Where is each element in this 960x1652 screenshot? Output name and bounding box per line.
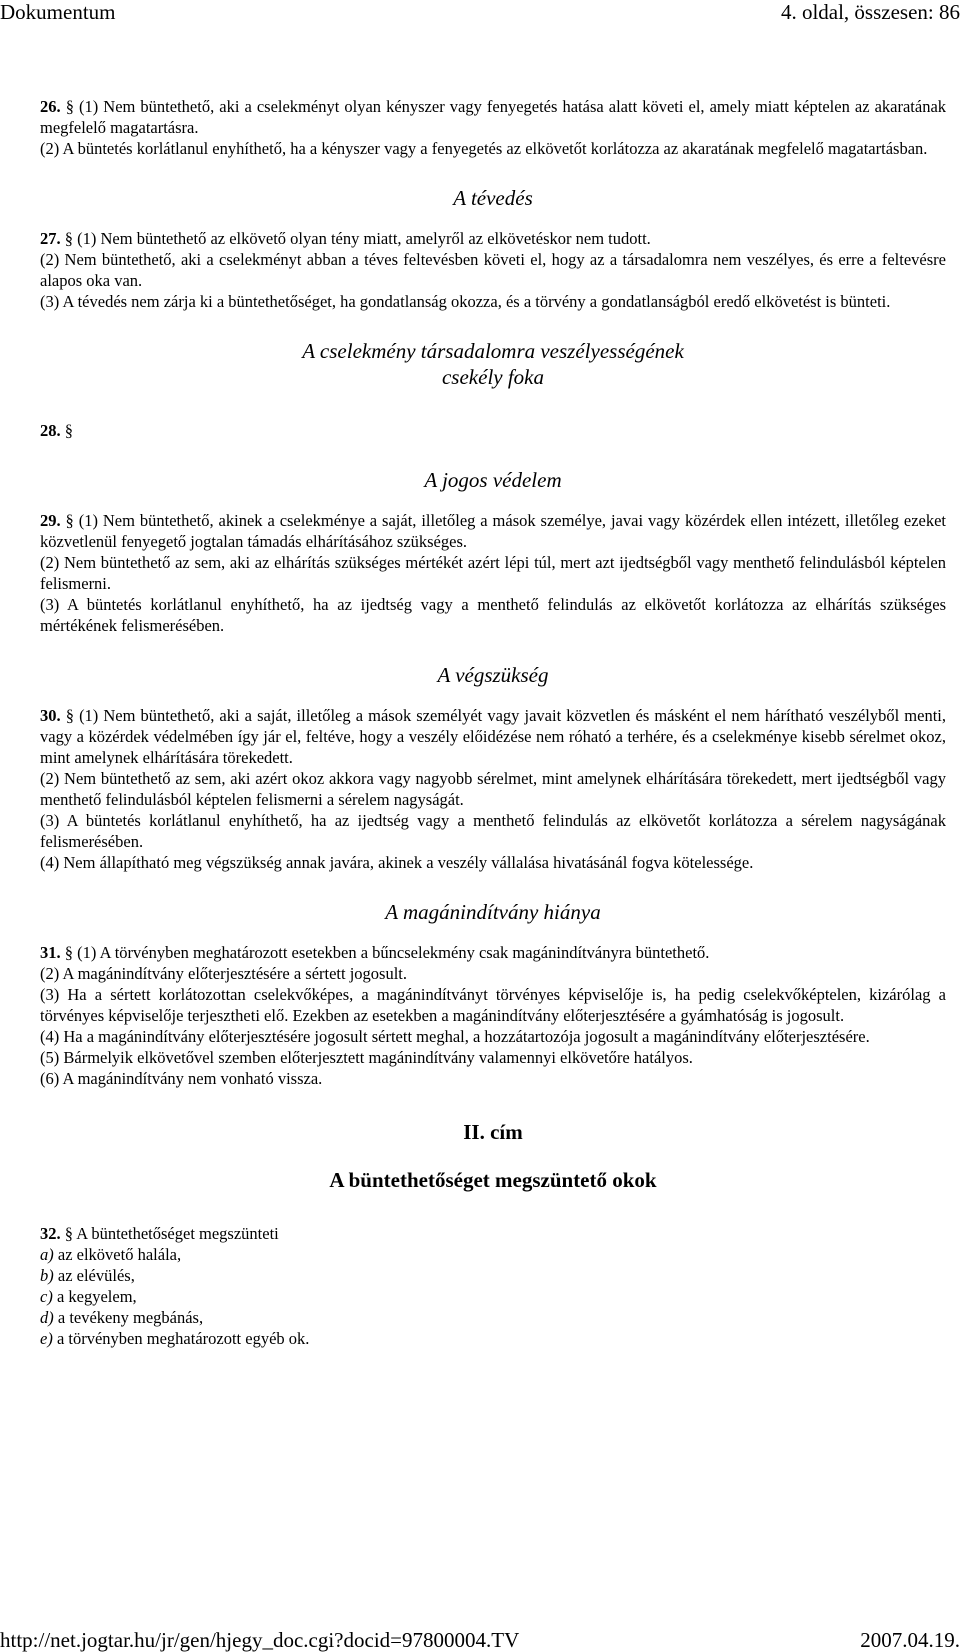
section-number: 30. [40, 706, 61, 725]
paragraph-text: (1) Nem büntethető, aki a cselekményt olyan kényszer vagy fenyegetés hatása alatt követi el, amely miatt képtelen az akaratának megfelelő magatartásra. [40, 97, 947, 137]
paragraph-text: A büntethetőséget megszünteti [76, 1224, 279, 1243]
list-item-letter: e) [40, 1329, 53, 1348]
heading-tevedes: A tévedés [453, 186, 533, 210]
section-31-para-1 [40, 942, 946, 963]
list-item-text: a törvényben meghatározott egyéb ok. [56, 1329, 310, 1348]
paragraph-text: (1) Nem büntethető az elkövető olyan tény miatt, amelyről az elkövetéskor nem tudott. [77, 229, 651, 248]
section-number: 32. [40, 1224, 61, 1243]
section-30-para-2: (2) Nem büntethető az sem, aki azért okoz akkora vagy nagyobb sérelmet, mint amelynek elhárítására törekedett, mert ijedtségből vagy menthető felindulásból képtelen felismerni a sérelem nagyságát. [40, 769, 946, 809]
section-31-para-3: (3) Ha a sértett korlátozottan cselekvőképes, a magánindítványt törvényes képviselője is, ha pedig cselekvőképtelen, kizárólag a törvényes képviselője terjesztheti elő. Ezekben az esetekben a magánindítvány előterjesztésére a gyámhatóság is jogosult. [40, 985, 946, 1025]
section-27-para-3: (3) A tévedés nem zárja ki a büntethetőséget, ha gondatlanság okozza, és a törvény a gondatlanságból eredő elkövetést is bünteti. [40, 292, 891, 311]
section-32-intro [40, 1223, 946, 1244]
list-item [40, 1244, 946, 1265]
section-number: 28. [40, 421, 61, 440]
section-sign: § [64, 421, 73, 440]
page-header [0, 0, 960, 26]
document-body [40, 96, 946, 1349]
section-sign: § [65, 706, 74, 725]
heading-jogos-vedelem: A jogos védelem [424, 468, 562, 492]
print-date: 2007.04.19. [860, 1628, 960, 1652]
section-27-para-1 [40, 228, 946, 249]
list-item-letter: b) [40, 1266, 54, 1285]
list-item-text: a tevékeny megbánás, [57, 1308, 204, 1327]
section-28 [40, 420, 946, 441]
list-item-text: az elkövető halála, [57, 1245, 182, 1264]
list-item-letter: d) [40, 1308, 54, 1327]
section-sign: § [64, 229, 73, 248]
heading-maganinditvany: A magánindítvány hiánya [385, 900, 601, 924]
section-sign: § [65, 511, 74, 530]
section-30 [40, 705, 946, 873]
heading-title-number: II. cím [463, 1120, 523, 1144]
section-number: 31. [40, 943, 61, 962]
section-26-para-1 [40, 96, 946, 138]
section-27-para-2: (2) Nem büntethető, aki a cselekményt abban a téves feltevésben követi el, hogy az a társadalomra nem veszélyes, és erre a feltevésre alapos oka van. [40, 250, 946, 290]
list-item [40, 1265, 946, 1286]
paragraph-text: (1) Nem büntethető, aki a saját, illetőleg a mások személyét vagy javait közvetlen és másként el nem hárítható veszélyből menti, vagy a közérdek védelmében így jár el, feltéve, hogy a veszély előidézése nem róható a terhére, és a cselekménye kisebb sérelmet okoz, mint amelynek elhárítására törekedett. [40, 706, 946, 767]
section-31-para-2: (2) A magánindítvány előterjesztésére a sértett jogosult. [40, 964, 408, 983]
document-title: Dokumentum [0, 0, 116, 24]
list-item-text: az elévülés, [57, 1266, 135, 1285]
section-29-para-1 [40, 510, 946, 552]
list-item-text: a kegyelem, [56, 1287, 137, 1306]
section-29-para-2: (2) Nem büntethető az sem, aki az elhárítás szükséges mértékét azért lépi túl, mert azt ijedtségből vagy menthető felindulásból képtelen felismerni. [40, 553, 946, 593]
page-footer [0, 1628, 960, 1652]
section-sign: § [64, 1224, 73, 1243]
heading-title-name: A büntethetőséget megszüntető okok [329, 1168, 657, 1192]
paragraph-text: (1) Nem büntethető, akinek a cselekménye a saját, illetőleg a mások személye, javai vagy közérdek ellen intézett, illetőleg ezeket közvetlenül fenyegető jogtalan támadás elhárításához szükséges. [40, 511, 947, 551]
heading-vegszukseg: A végszükség [437, 663, 549, 687]
section-number: 27. [40, 229, 61, 248]
section-29-para-3: (3) A büntetés korlátlanul enyhíthető, ha az ijedtség vagy a menthető felindulás az elkövetőt korlátozza az elhárítás szükséges mértékének felismerésében. [40, 595, 946, 635]
section-31 [40, 942, 946, 1089]
source-url: http://net.jogtar.hu/jr/gen/hjegy_doc.cgi?docid=97800004.TV [0, 1628, 520, 1652]
section-29 [40, 510, 946, 636]
list-item [40, 1286, 946, 1307]
section-31-para-4: (4) Ha a magánindítvány előterjesztésére jogosult sértett meghal, a hozzátartozója jogosult a magánindítvány előterjesztésére. [40, 1027, 870, 1046]
section-32 [40, 1223, 946, 1349]
section-31-para-6: (6) A magánindítvány nem vonható vissza. [40, 1069, 323, 1088]
list-item-letter: a) [40, 1245, 54, 1264]
section-number: 26. [40, 97, 61, 116]
section-31-para-5: (5) Bármelyik elkövetővel szemben előterjesztett magánindítvány valamennyi elkövetőre hatályos. [40, 1048, 693, 1067]
section-30-para-1 [40, 705, 946, 768]
section-26-para-2: (2) A büntetés korlátlanul enyhíthető, ha a kényszer vagy a fenyegetés az elkövetőt korlátozza az akaratának megfelelő magatartásban. [40, 139, 928, 158]
section-26 [40, 96, 946, 159]
section-sign: § [65, 97, 74, 116]
list-item [40, 1307, 946, 1328]
section-30-para-3: (3) A büntetés korlátlanul enyhíthető, ha az ijedtség vagy a menthető felindulás az elkövetőt korlátozza a sérelem nagyságának felismerésében. [40, 811, 946, 851]
section-27 [40, 228, 946, 312]
heading-csekely-line-2: csekély foka [441, 365, 545, 389]
list-item-letter: c) [40, 1287, 53, 1306]
list-item [40, 1328, 946, 1349]
page-counter: 4. oldal, összesen: 86 [780, 0, 960, 24]
section-30-para-4: (4) Nem állapítható meg végszükség annak javára, akinek a veszély vállalása hivatásánál fogva kötelessége. [40, 853, 754, 872]
paragraph-text: (1) A törvényben meghatározott esetekben a bűncselekmény csak magánindítványra büntethető. [77, 943, 710, 962]
section-sign: § [64, 943, 73, 962]
section-number: 29. [40, 511, 61, 530]
heading-csekely-line-1: A cselekmény társadalomra veszélyességének [302, 339, 684, 363]
